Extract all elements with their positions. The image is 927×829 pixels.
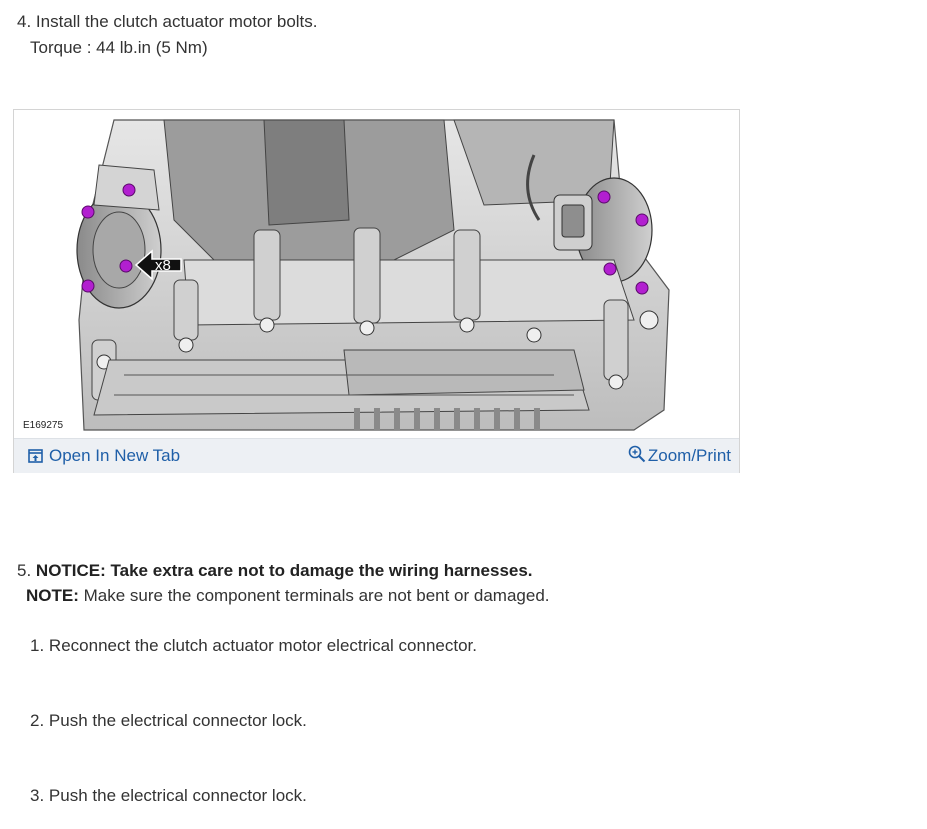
clutch-actuator-illustration[interactable]	[14, 110, 739, 438]
substep-number: 1.	[30, 636, 45, 655]
step-5-notice	[17, 561, 533, 581]
zoom-print-label: Zoom/Print	[647, 446, 731, 465]
substep-3	[30, 786, 307, 806]
zoom-in-icon	[628, 445, 646, 463]
step-4-heading	[17, 12, 318, 32]
zoom-print-button[interactable]	[628, 446, 731, 466]
substep-text: Push the electrical connector lock.	[48, 711, 307, 730]
note-text: Make sure the component terminals are not bent or damaged.	[83, 586, 550, 605]
step-4-text: Install the clutch actuator motor bolts.	[35, 12, 318, 31]
substep-text: Push the electrical connector lock.	[48, 786, 307, 805]
step-4-torque: Torque : 44 lb.in (5 Nm)	[30, 38, 208, 57]
step-4-number: 4.	[17, 12, 32, 31]
note-label: NOTE:	[26, 586, 79, 605]
substep-2	[30, 711, 307, 731]
substep-text: Reconnect the clutch actuator motor electrical connector.	[48, 636, 477, 655]
open-in-new-tab-label: Open In New Tab	[49, 446, 181, 465]
figure-toolbar	[14, 438, 739, 473]
notice-text: NOTICE: Take extra care not to damage the wiring harnesses.	[35, 561, 533, 580]
figure-id-label: E169275	[23, 420, 64, 431]
figure-container	[13, 109, 740, 473]
substep-number: 2.	[30, 711, 45, 730]
step-5-number: 5.	[17, 561, 32, 580]
callout-label: x8	[155, 257, 171, 274]
open-in-new-tab-button[interactable]	[28, 446, 180, 466]
substep-number: 3.	[30, 786, 45, 805]
substep-1	[30, 636, 477, 656]
step-5-note	[26, 586, 550, 606]
open-new-tab-icon	[28, 449, 43, 463]
